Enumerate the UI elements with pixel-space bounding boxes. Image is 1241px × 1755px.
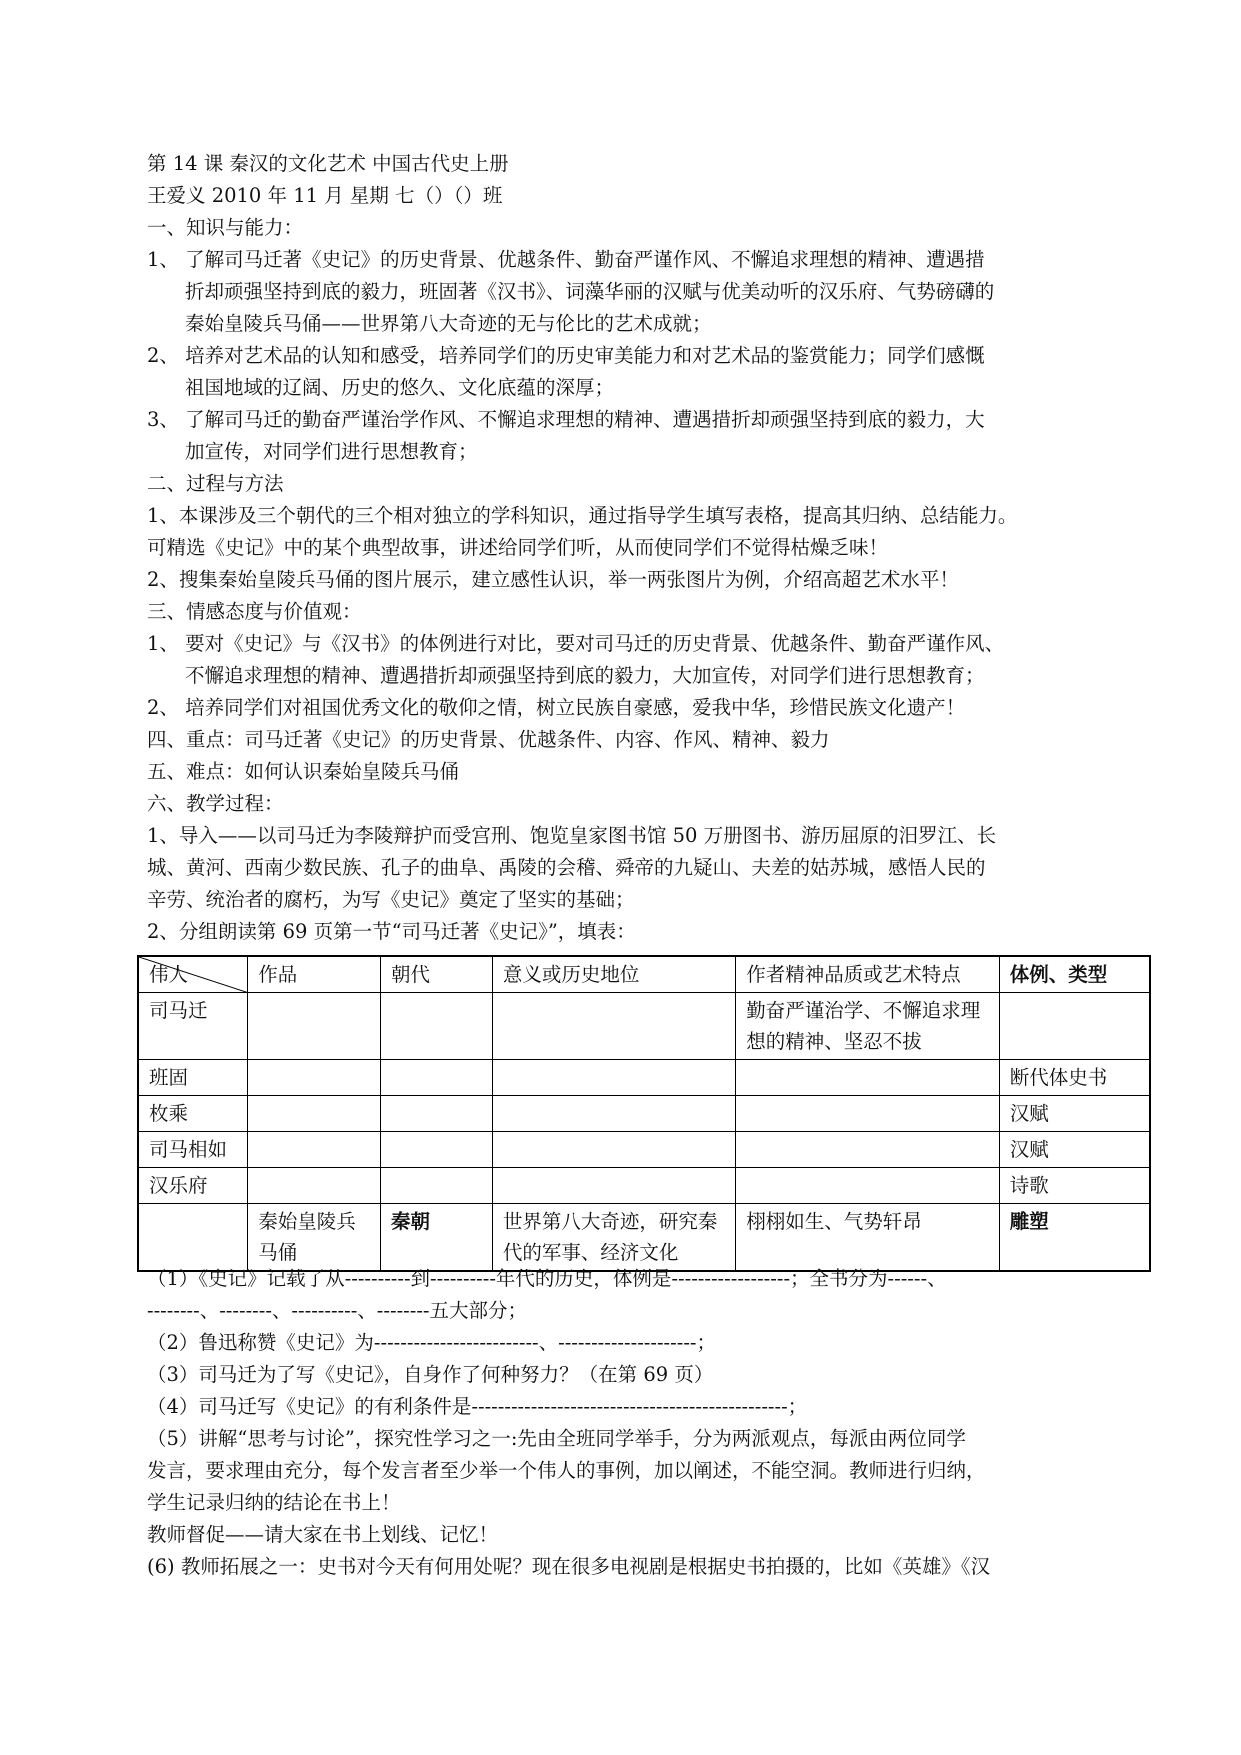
table-row (138, 1204, 1150, 1272)
table-row (138, 1132, 1150, 1168)
table-cell (248, 1060, 381, 1096)
table-cell (381, 1168, 493, 1204)
paragraph-line: 不懈追求理想的精神、遭遇措折却顽强坚持到底的毅力，大加宣传，对同学们进行思想教育； (185, 664, 985, 687)
table-cell (492, 1096, 735, 1132)
paragraph-line: 祖国地域的辽阔、历史的悠久、文化底蕴的深厚； (185, 376, 615, 399)
header-cell-genre: 体例、类型 (999, 956, 1150, 993)
paragraph-line: 辛劳、统治者的腐朽，为写《史记》奠定了坚实的基础； (147, 888, 635, 911)
question-line: （5）讲解“思考与讨论”，探究性学习之一:先由全班同学举手，分为两派观点，每派由两位同学 (147, 1427, 966, 1450)
table-cell: 枚乘 (138, 1096, 248, 1132)
paragraph-line: 2、 培养对艺术品的认知和感受，培养同学们的历史审美能力和对艺术品的鉴赏能力；同学们感慨 (147, 344, 985, 367)
table-cell (492, 993, 735, 1060)
table-cell (381, 1060, 493, 1096)
lesson-title: 第 14 课 秦汉的文化艺术 中国古代史上册 (147, 152, 509, 175)
section-heading: 六、教学过程： (147, 792, 284, 815)
diagonal-line (139, 957, 249, 993)
paragraph-line: 学生记录归纳的结论在书上！ (147, 1491, 401, 1514)
table-cell: 汉乐府 (138, 1168, 248, 1204)
table-cell: 司马迁 (138, 993, 248, 1060)
header-cell-dynasty: 朝代 (381, 956, 493, 993)
question-line: --------、--------、----------、--------五大部分； (147, 1299, 528, 1322)
table-cell (492, 1168, 735, 1204)
table-cell (736, 1132, 999, 1168)
table-cell (381, 1132, 493, 1168)
header-cell-person: 伟人 (138, 956, 248, 993)
paragraph-line: 城、黄河、西南少数民族、孔子的曲阜、禹陵的会稽、舜帝的九疑山、夫差的姑苏城，感悟人民的 (147, 856, 986, 879)
table-cell: 勤奋严谨治学、不懈追求理想的精神、坚忍不拔 (736, 993, 999, 1060)
fill-in-table (137, 955, 1151, 1272)
table-row (138, 993, 1150, 1060)
question-line: （1）《史记》记载了从----------到----------年代的历史，体例是------------------；全书分为------、 (147, 1267, 947, 1290)
table-cell: 世界第八大奇迹，研究秦代的军事、经济文化 (492, 1204, 735, 1272)
paragraph-line: 折却顽强坚持到底的毅力，班固著《汉书》、词藻华丽的汉赋与优美动听的汉乐府、气势磅礴的 (185, 280, 995, 303)
table-cell (381, 993, 493, 1060)
table-cell (736, 1096, 999, 1132)
table-cell (492, 1060, 735, 1096)
question-line: （2）鲁迅称赞《史记》为-------------------------、---------------------； (147, 1331, 716, 1354)
table-cell: 汉赋 (999, 1096, 1150, 1132)
table-cell (248, 1096, 381, 1132)
table-cell: 司马相如 (138, 1132, 248, 1168)
header-cell-significance: 意义或历史地位 (492, 956, 735, 993)
paragraph-line: 2、搜集秦始皇陵兵马俑的图片展示，建立感性认识，举一两张图片为例，介绍高超艺术水平！ (147, 568, 959, 591)
lesson-meta: 王爱义 2010 年 11 月 星期 七（）（）班 (147, 184, 503, 207)
paragraph-line: 2、分组朗读第 69 页第一节“司马迁著《史记》”，填表： (147, 920, 636, 943)
section-heading: 五、难点：如何认识秦始皇陵兵马俑 (147, 760, 460, 783)
paragraph-line: 2、 培养同学们对祖国优秀文化的敬仰之情，树立民族自豪感，爱我中华，珍惜民族文化遗产！ (147, 696, 966, 719)
table-cell: 诗歌 (999, 1168, 1150, 1204)
table-cell (248, 993, 381, 1060)
paragraph-line: 发言，要求理由充分，每个发言者至少举一个伟人的事例，加以阐述，不能空洞。教师进行归纳， (147, 1459, 986, 1482)
paragraph-line: 1、 要对《史记》与《汉书》的体例进行对比，要对司马迁的历史背景、优越条件、勤奋严谨作风、 (147, 632, 1005, 655)
table-row (138, 1168, 1150, 1204)
table-cell: 断代体史书 (999, 1060, 1150, 1096)
table-cell (248, 1168, 381, 1204)
table-cell (999, 993, 1150, 1060)
paragraph-line: 1、 了解司马迁著《史记》的历史背景、优越条件、勤奋严谨作风、不懈追求理想的精神、遭遇措 (147, 248, 985, 271)
table-cell: 班固 (138, 1060, 248, 1096)
table-cell (248, 1132, 381, 1168)
table-header-row (138, 956, 1150, 993)
table-cell (736, 1060, 999, 1096)
section-heading: 四、重点：司马迁著《史记》的历史背景、优越条件、内容、作风、精神、毅力 (147, 728, 830, 751)
table-row (138, 1060, 1150, 1096)
table-row (138, 1096, 1150, 1132)
table-cell (138, 1204, 248, 1272)
table-cell (381, 1096, 493, 1132)
paragraph-line: 1、本课涉及三个朝代的三个相对独立的学科知识，通过指导学生填写表格，提高其归纳、总结能力。 (147, 504, 1018, 527)
section-heading: 三、情感态度与价值观： (147, 600, 362, 623)
paragraph-line: 可精选《史记》中的某个典型故事，讲述给同学们听，从而使同学们不觉得枯燥乏味！ (147, 536, 889, 559)
paragraph-line: 1、导入——以司马迁为李陵辩护而受宫刑、饱览皇家图书馆 50 万册图书、游历屈原的汨罗江、长 (147, 824, 997, 847)
question-line: （4）司马迁写《史记》的有利条件是------------------------------------------------； (147, 1395, 808, 1418)
table-cell: 汉赋 (999, 1132, 1150, 1168)
paragraph-line: (6) 教师拓展之一：史书对今天有何用处呢？现在很多电视剧是根据史书拍摄的，比如《英雄》《汉 (147, 1555, 991, 1578)
table-cell: 雕塑 (999, 1204, 1150, 1272)
section-heading: 二、过程与方法 (147, 472, 284, 495)
paragraph-line: 教师督促——请大家在书上划线、记忆！ (147, 1523, 499, 1546)
paragraph-line: 秦始皇陵兵马俑——世界第八大奇迹的无与伦比的艺术成就； (185, 312, 712, 335)
table-cell: 秦朝 (381, 1204, 493, 1272)
table-cell: 栩栩如生、气势轩昂 (736, 1204, 999, 1272)
table-cell (736, 1168, 999, 1204)
paragraph-line: 加宣传，对同学们进行思想教育； (185, 440, 478, 463)
section-heading: 一、知识与能力： (147, 216, 304, 239)
table-cell: 秦始皇陵兵马俑 (248, 1204, 381, 1272)
table-cell (492, 1132, 735, 1168)
header-cell-work: 作品 (248, 956, 381, 993)
header-cell-traits: 作者精神品质或艺术特点 (736, 956, 999, 993)
question-line: （3）司马迁为了写《史记》，自身作了何种努力？（在第 69 页） (147, 1363, 714, 1386)
paragraph-line: 3、 了解司马迁的勤奋严谨治学作风、不懈追求理想的精神、遭遇措折却顽强坚持到底的毅力，大 (147, 408, 985, 431)
